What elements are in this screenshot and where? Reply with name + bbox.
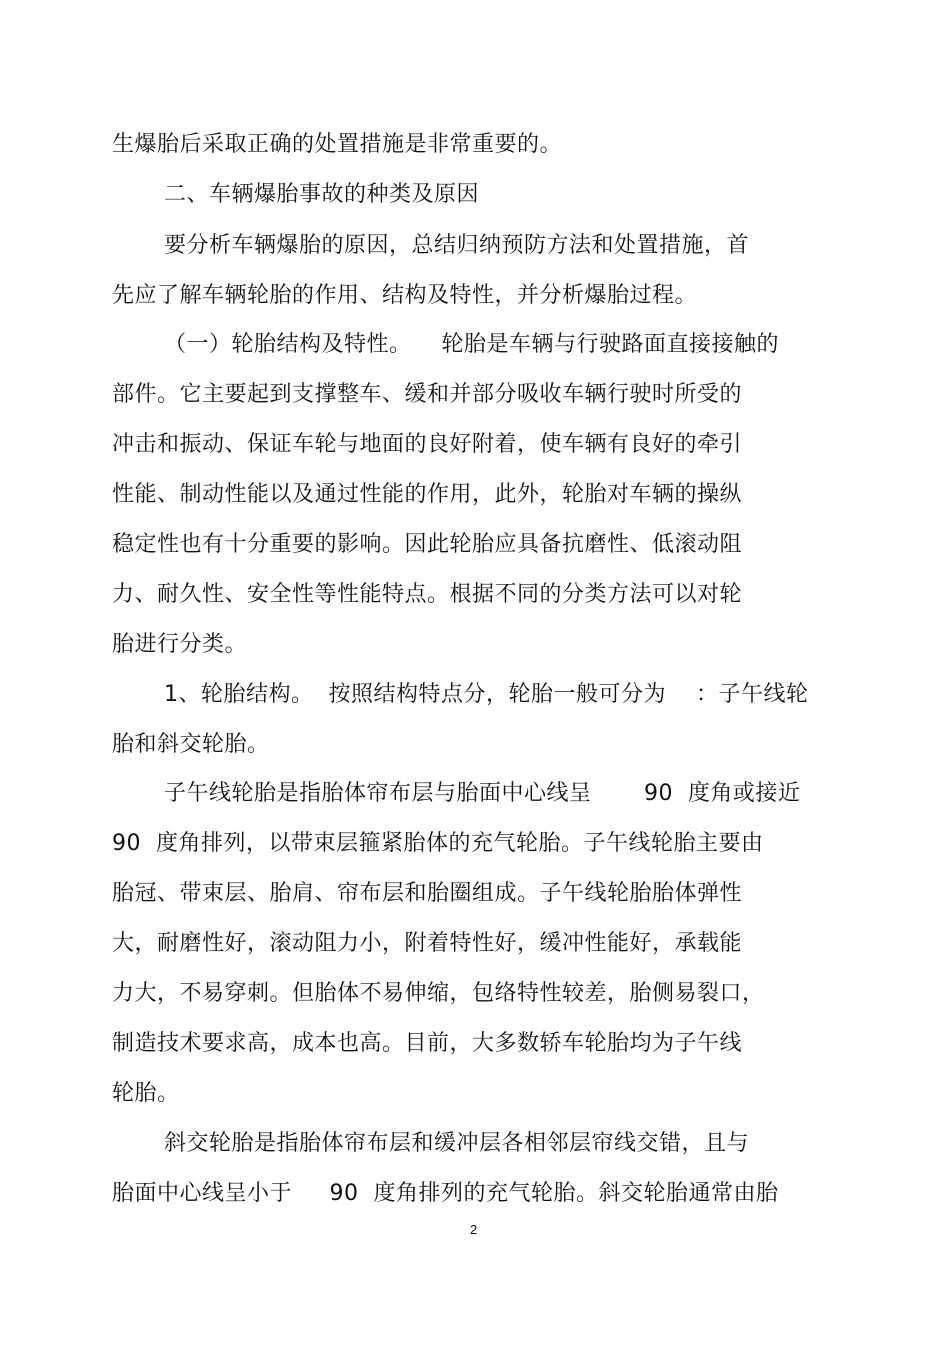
text-line: 要分析车辆爆胎的原因，总结归纳预防方法和处置措施，首 <box>164 233 750 258</box>
text-line: 胎面中心线呈小于 90 度角排列的充气轮胎。斜交轮胎通常由胎 <box>112 1181 779 1206</box>
text-line: 子午线轮胎是指胎体帘布层与胎面中心线呈 90 度角或接近 <box>164 781 801 806</box>
text-line: 大，耐磨性好，滚动阻力小，附着特性好，缓冲性能好，承载能 <box>112 931 743 956</box>
subsection-line: （一）轮胎结构及特性。 轮胎是车辆与行驶路面直接接触的 <box>164 332 779 357</box>
text-line: 部件。它主要起到支撑整车、缓和并部分吸收车辆行驶时所受的 <box>112 382 743 407</box>
text-line: 1、轮胎结构。 按照结构特点分，轮胎一般可分为 ：子午线轮 <box>164 682 809 707</box>
text-line: 生爆胎后采取正确的处置措施是非常重要的。 <box>112 132 563 157</box>
section-heading: 二、车辆爆胎事故的种类及原因 <box>164 182 480 207</box>
text-line: 冲击和振动、保证车轮与地面的良好附着，使车辆有良好的牵引 <box>112 432 743 457</box>
text-line: 胎和斜交轮胎。 <box>112 732 270 757</box>
text-line: 力、耐久性、安全性等性能特点。根据不同的分类方法可以对轮 <box>112 582 743 607</box>
text-line: 90 度角排列，以带束层箍紧胎体的充气轮胎。子午线轮胎主要由 <box>112 831 764 856</box>
page-number: 2 <box>470 1222 478 1237</box>
text-line: 力大，不易穿刺。但胎体不易伸缩，包络特性较差，胎侧易裂口， <box>112 981 765 1006</box>
text-line: 性能、制动性能以及通过性能的作用，此外，轮胎对车辆的操纵 <box>112 482 743 507</box>
text-line: 轮胎。 <box>112 1081 180 1106</box>
text-line: 斜交轮胎是指胎体帘布层和缓冲层各相邻层帘线交错，且与 <box>164 1131 750 1156</box>
text-line: 制造技术要求高，成本也高。目前，大多数轿车轮胎均为子午线 <box>112 1031 743 1056</box>
text-line: 胎进行分类。 <box>112 632 248 657</box>
text-line: 先应了解车辆轮胎的作用、结构及特性，并分析爆胎过程。 <box>112 283 698 308</box>
text-line: 胎冠、带束层、胎肩、帘布层和胎圈组成。子午线轮胎胎体弹性 <box>112 881 743 906</box>
text-line: 稳定性也有十分重要的影响。因此轮胎应具备抗磨性、低滚动阻 <box>112 532 743 557</box>
